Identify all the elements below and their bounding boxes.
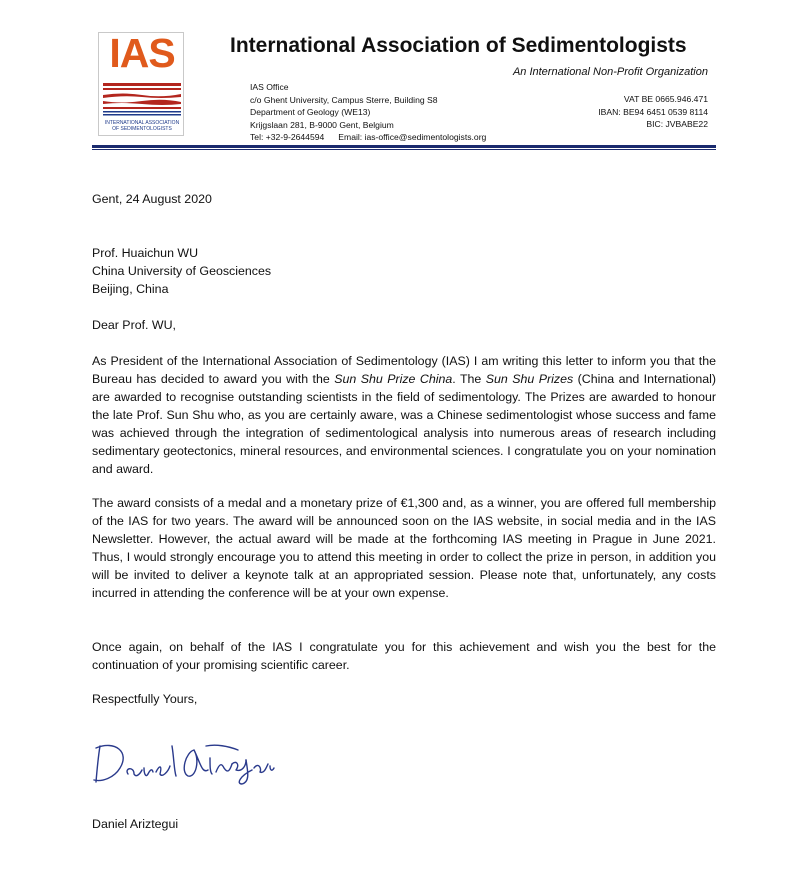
logo-caption: INTERNATIONAL ASSOCIATION (104, 120, 180, 126)
recipient-city: Beijing, China (92, 282, 169, 296)
recipient-name: Prof. Huaichun WU (92, 246, 199, 260)
ias-logo (98, 32, 184, 136)
prize-name: Sun Shu Prizes (485, 372, 574, 386)
logo-text: IAS (109, 30, 175, 76)
contact-line (250, 131, 486, 144)
vat-number: VAT BE 0665.946.471 (623, 94, 708, 104)
email-link[interactable]: Email: ias-office@sedimentologists.org (338, 132, 487, 142)
logo-stripes-graphic (103, 83, 181, 119)
header-divider-thin (92, 149, 716, 150)
address-line: Department of Geology (WE13) (250, 107, 371, 117)
text-run: (China and International) are awarded to recognise outstanding scientists in the field of sedimentology. The Prizes are awarded to honour the late Prof. Sun Shu who, as you are certainly aware, was a Chinese sedimentologist whose success and fame was achieved through the integration of sedimentological analysis into numerous areas of research including sedimentary geotectonics, mineral resources, and environmental sciences. I congratulate you on your nomination and award. (92, 372, 717, 476)
header-divider (92, 145, 716, 148)
organization-subtitle: An International Non-Profit Organization (512, 66, 708, 78)
prize-name: Sun Shu Prize China (334, 372, 453, 386)
bank-details (598, 93, 708, 131)
salutation: Dear Prof. WU, (92, 318, 176, 332)
office-address (250, 81, 486, 144)
iban: IBAN: BE94 6451 0539 8114 (598, 106, 708, 117)
handwritten-signature (90, 738, 290, 788)
address-line: IAS Office (250, 82, 289, 92)
letter-date: Gent, 24 August 2020 (92, 192, 212, 206)
logo-caption: OF SEDIMENTOLOGISTS (112, 126, 172, 132)
recipient-institution: China University of Geosciences (92, 264, 272, 278)
text-run: . The (452, 372, 486, 386)
bic: BIC: JVBABE22 (646, 119, 708, 129)
text-run: As President of the International Association of Sedimentology (IAS) I am writing this letter to inform you that the Bureau has decided to award you with the (92, 354, 716, 386)
organization-name: International Association of Sedimentologists (230, 34, 687, 57)
recipient-block (92, 244, 716, 298)
signer-name: Daniel Ariztegui (92, 817, 179, 831)
paragraph-award-announcement (92, 352, 716, 478)
address-line: c/o Ghent University, Campus Sterre, Building S8 (250, 94, 438, 105)
paragraph-award-details: The award consists of a medal and a monetary prize of €1,300 and, as a winner, you are offered full membership of the IAS for two years. The award will be announced soon on the IAS website, in social media and in the IAS Newsletter. However, the actual award will be made at the forthcoming IAS meeting in Prague in June 2021. Thus, I would strongly encourage you to attend this meeting in order to collect the prize in person, in addition you will be invited to deliver a keynote talk at an appropriated session. Please note that, unfortunately, any costs incurred in attending the conference will be at your own expense. (92, 496, 716, 600)
paragraph-congratulations: Once again, on behalf of the IAS I congratulate you for this achievement and wish you the best for the continuation of your promising scientific career. (92, 640, 716, 672)
address-line: Krijgslaan 281, B-9000 Gent, Belgium (250, 119, 394, 130)
telephone: Tel: +32-9-2644594 (250, 132, 325, 142)
closing: Respectfully Yours, (92, 692, 198, 706)
